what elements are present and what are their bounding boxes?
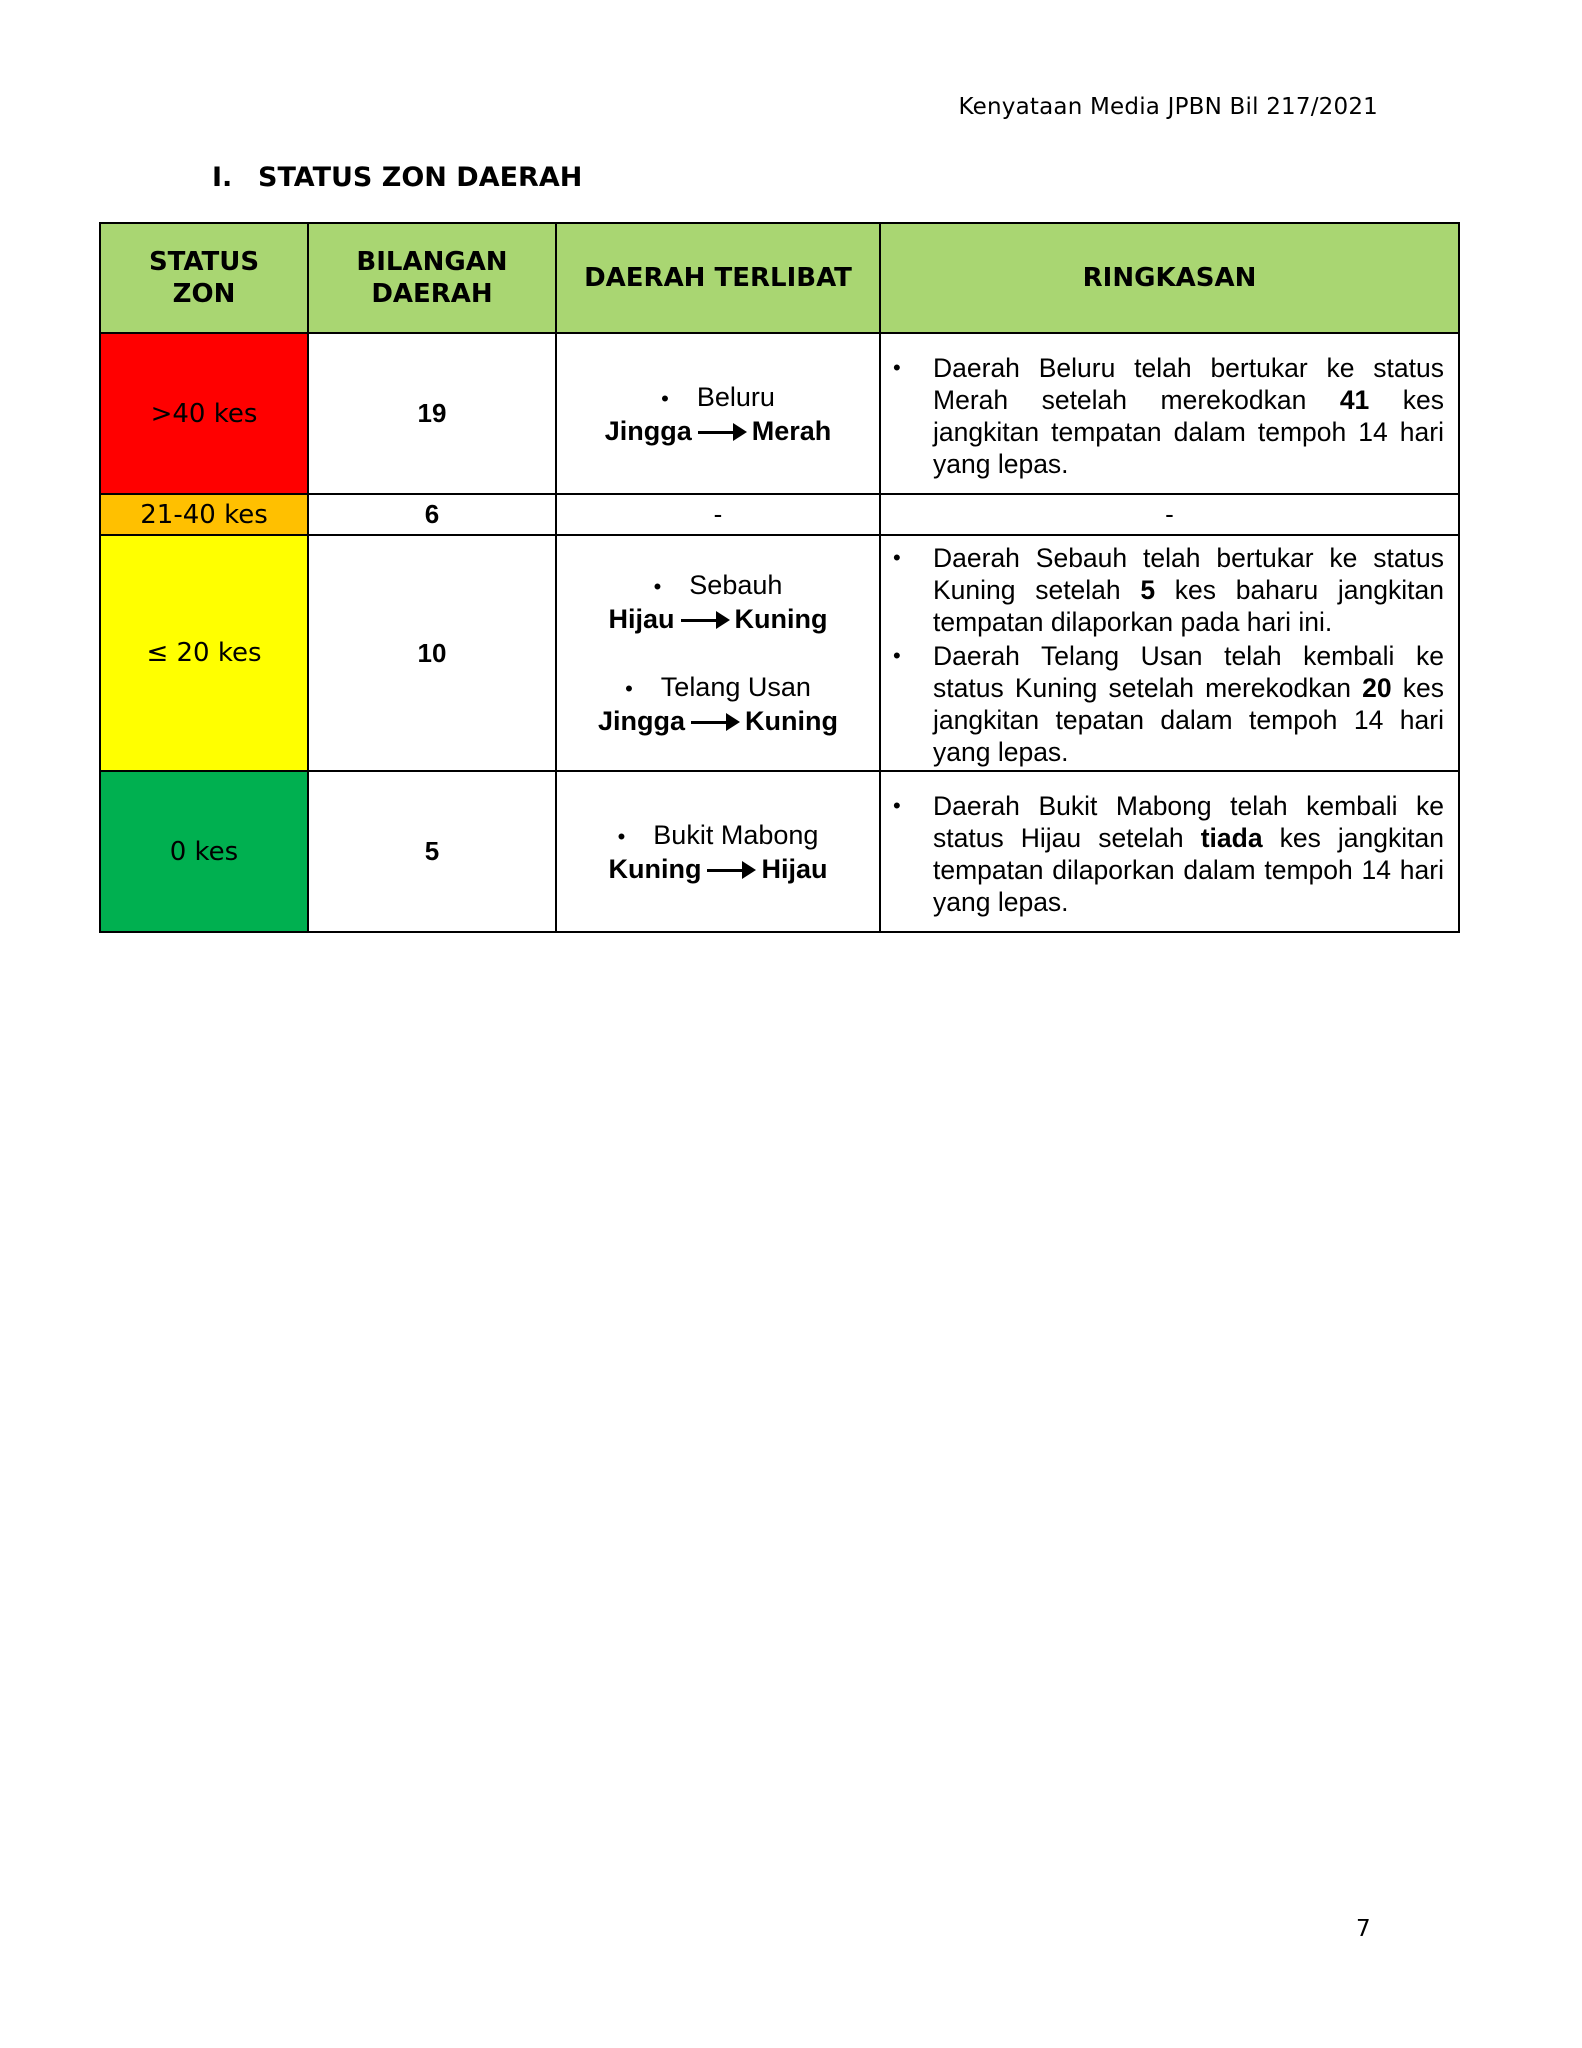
district-change xyxy=(557,381,879,447)
table-header-row xyxy=(100,223,1459,333)
status-change xyxy=(557,853,879,885)
district-count-cell: 6 xyxy=(308,494,556,535)
section-title xyxy=(212,162,582,193)
district-count-cell: 19 xyxy=(308,333,556,494)
summary-item: • Daerah Telang Usan telah kembali ke status Kuning setelah merekodkan 20 kes jangkitan tepatan dalam tempoh 14 hari yang lepas. xyxy=(933,640,1444,768)
arrow-right-icon xyxy=(691,721,737,724)
arrow-right-icon xyxy=(681,619,727,622)
table-row xyxy=(100,535,1459,771)
district-count-cell: 5 xyxy=(308,771,556,932)
summary-cell xyxy=(880,535,1459,771)
district-name: • Bukit Mabong xyxy=(557,819,879,853)
summary-item: • Daerah Bukit Mabong telah kembali ke status Hijau setelah tiada kes jangkitan tempatan dilaporkan dalam tempoh 14 hari yang lepas. xyxy=(933,790,1444,918)
header-districts-involved: DAERAH TERLIBAT xyxy=(556,223,880,333)
to-status: Merah xyxy=(751,415,832,446)
summary-cell: - xyxy=(880,494,1459,535)
district-change xyxy=(557,819,879,885)
from-status: Jingga xyxy=(604,415,692,446)
district-change xyxy=(557,569,879,635)
header-status-zone: STATUS ZON xyxy=(100,223,308,333)
districts-cell: - xyxy=(556,494,880,535)
arrow-right-icon xyxy=(707,869,753,872)
table-row xyxy=(100,771,1459,932)
document-reference: Kenyataan Media JPBN Bil 217/2021 xyxy=(958,94,1378,120)
district-change xyxy=(557,671,879,737)
table-row xyxy=(100,333,1459,494)
page-number: 7 xyxy=(1356,1916,1371,1942)
summary-cell xyxy=(880,771,1459,932)
to-status: Kuning xyxy=(734,604,828,634)
section-number: I. xyxy=(212,162,233,193)
header-summary: RINGKASAN xyxy=(880,223,1459,333)
status-change xyxy=(557,415,879,447)
from-status: Jingga xyxy=(598,706,686,736)
district-name: • Sebauh xyxy=(557,569,879,603)
from-status: Kuning xyxy=(608,853,702,884)
districts-cell xyxy=(556,333,880,494)
from-status: Hijau xyxy=(608,604,675,634)
to-status: Kuning xyxy=(745,706,838,736)
arrow-right-icon xyxy=(698,431,744,434)
status-change xyxy=(557,705,879,737)
summary-item: • Daerah Beluru telah bertukar ke status Merah setelah merekodkan 41 kes jangkitan tempatan dalam tempoh 14 hari yang lepas. xyxy=(933,352,1444,480)
district-name: • Telang Usan xyxy=(557,671,879,705)
summary-cell xyxy=(880,333,1459,494)
status-zone-cell: 0 kes xyxy=(100,771,308,932)
to-status: Hijau xyxy=(761,853,828,884)
district-count-cell: 10 xyxy=(308,535,556,771)
section-title-text: STATUS ZON DAERAH xyxy=(258,162,583,193)
status-change xyxy=(557,603,879,635)
table-row xyxy=(100,494,1459,535)
summary-item: • Daerah Sebauh telah bertukar ke status Kuning setelah 5 kes baharu jangkitan tempatan dilaporkan pada hari ini. xyxy=(933,542,1444,638)
district-name: • Beluru xyxy=(557,381,879,415)
districts-cell xyxy=(556,535,880,771)
status-zone-cell: 21-40 kes xyxy=(100,494,308,535)
districts-cell xyxy=(556,771,880,932)
status-zone-cell: >40 kes xyxy=(100,333,308,494)
status-zone-cell: ≤ 20 kes xyxy=(100,535,308,771)
zone-status-table xyxy=(99,222,1460,933)
header-district-count: BILANGAN DAERAH xyxy=(308,223,556,333)
